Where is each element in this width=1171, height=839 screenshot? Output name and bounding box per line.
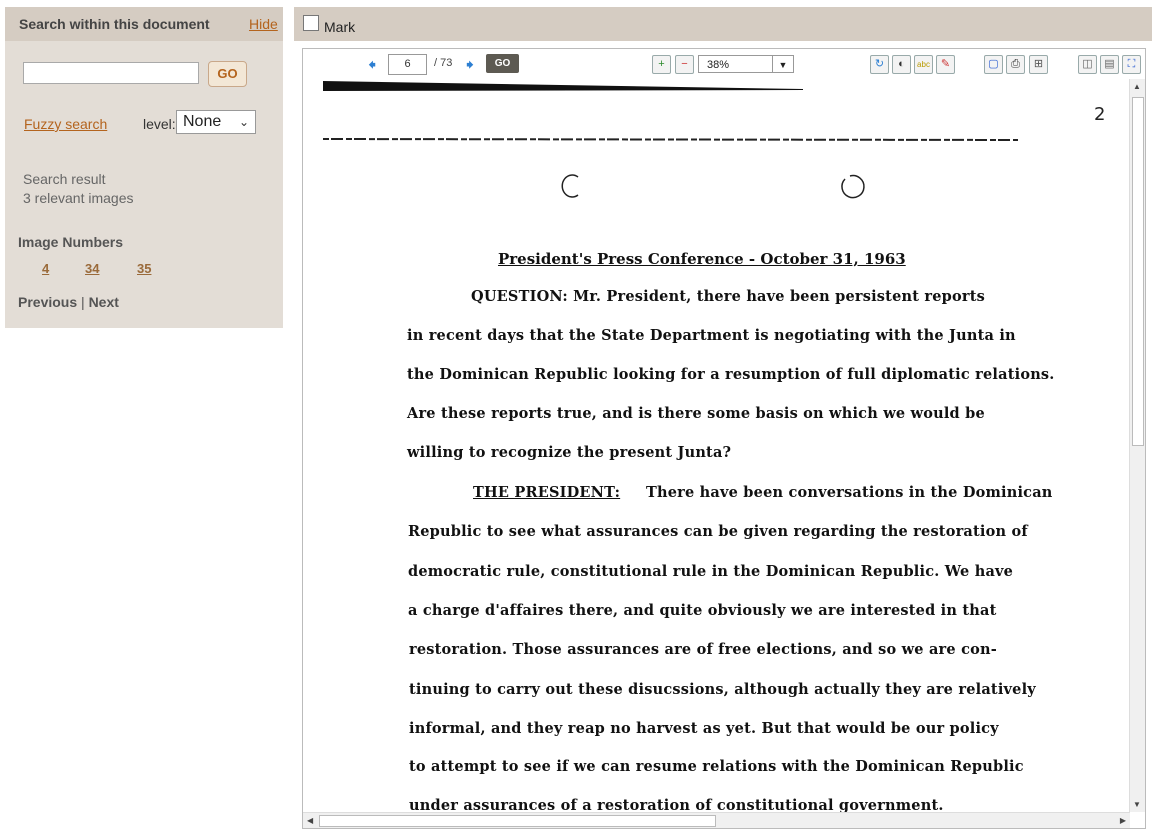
document-line: a charge d'affaires there, and quite obviously we are interested in that <box>408 602 997 619</box>
horizontal-scrollbar[interactable] <box>303 812 1130 828</box>
zoom-in-icon[interactable]: + <box>652 55 671 74</box>
mark-bar <box>294 7 1152 41</box>
document-line: willing to recognize the present Junta? <box>407 444 732 461</box>
document-line: Are these reports true, and is there some basis on which we would be <box>407 405 985 422</box>
spellcheck-icon[interactable]: abc <box>914 55 933 74</box>
chevron-down-icon: ⌄ <box>238 115 249 129</box>
punch-hole-left <box>562 175 578 197</box>
print-icon[interactable]: ⎙ <box>1006 55 1025 74</box>
level-select[interactable] <box>176 110 256 134</box>
document-viewer <box>302 48 1146 829</box>
scroll-down-icon[interactable]: ▼ <box>1133 800 1141 809</box>
search-panel-title: Search within this document <box>19 16 210 32</box>
zoom-select[interactable] <box>698 55 794 73</box>
image-number-link[interactable]: 34 <box>85 261 100 276</box>
scan-edge-bar <box>323 81 803 91</box>
zoom-value: 38% <box>707 59 730 71</box>
horizontal-scroll-thumb[interactable] <box>319 815 716 827</box>
select-area-icon[interactable]: ▢ <box>984 55 1003 74</box>
document-line: QUESTION: Mr. President, there have been persistent reports <box>471 288 985 305</box>
chevron-down-icon: ▼ <box>772 56 793 72</box>
fuzzy-search-link[interactable]: Fuzzy search <box>24 116 108 132</box>
document-line: democratic rule, constitutional rule in the Dominican Republic. We have <box>408 563 1014 580</box>
image-number-link[interactable]: 35 <box>137 261 152 276</box>
document-line: the Dominican Republic looking for a resumption of full diplomatic relations. <box>407 366 1055 383</box>
level-select-value: None <box>183 113 222 130</box>
pager-separator: | <box>81 294 85 310</box>
fullscreen-icon[interactable]: ⛶ <box>1122 55 1141 74</box>
page-go-button[interactable]: GO <box>486 54 519 73</box>
search-panel-header <box>5 7 283 41</box>
mark-checkbox[interactable] <box>303 15 319 31</box>
zoom-out-icon[interactable]: − <box>675 55 694 74</box>
level-label: level: <box>143 116 176 132</box>
document-line: There have been conversations in the Dominican <box>646 484 1053 501</box>
document-line: informal, and they reap no harvest as yet. But that would be our policy <box>409 720 999 737</box>
document-line: tinuing to carry out these disucssions, although actually they are relatively <box>409 681 1036 698</box>
document-line: in recent days that the State Department is negotiating with the Junta in <box>407 327 1016 344</box>
crop-icon[interactable]: ⊞ <box>1029 55 1048 74</box>
scan-rule-line <box>323 139 1018 140</box>
rotate-icon[interactable]: ↻ <box>870 55 889 74</box>
document-line: to attempt to see if we can resume relations with the Dominican Republic <box>409 758 1024 775</box>
previous-page-icon[interactable]: 🠸 <box>368 57 377 74</box>
vertical-scrollbar[interactable] <box>1129 79 1145 812</box>
speaker-label: THE PRESIDENT: <box>473 484 621 501</box>
scroll-right-icon[interactable]: ▶ <box>1119 816 1126 825</box>
search-go-button[interactable]: GO <box>208 61 247 87</box>
two-column-view-icon[interactable]: ◫ <box>1078 55 1097 74</box>
search-input[interactable] <box>23 62 199 84</box>
image-number-link[interactable]: 4 <box>42 261 50 276</box>
search-panel <box>5 7 283 328</box>
previous-link[interactable]: Previous <box>18 294 78 310</box>
handwritten-page-number: 2 <box>1094 104 1106 125</box>
document-line: Republic to see what assurances can be given regarding the restoration of <box>408 523 1028 540</box>
next-page-icon[interactable]: 🠺 <box>466 57 475 74</box>
punch-hole-right <box>842 176 864 198</box>
document-line: restoration. Those assurances are of free elections, and so we are con- <box>409 641 997 658</box>
search-result-label: Search result <box>23 171 106 187</box>
page-total: / 73 <box>434 57 453 69</box>
highlight-pen-icon[interactable]: ✎ <box>936 55 955 74</box>
page-number-input[interactable]: 6 <box>388 54 427 75</box>
contrast-icon[interactable]: ◐ <box>892 55 911 74</box>
scroll-left-icon[interactable]: ◀ <box>307 816 314 825</box>
image-numbers-label: Image Numbers <box>18 234 124 250</box>
mark-label: Mark <box>324 19 356 35</box>
document-page <box>303 79 1129 812</box>
fit-width-icon[interactable]: ▤ <box>1100 55 1119 74</box>
viewer-toolbar <box>303 49 1145 79</box>
next-link[interactable]: Next <box>88 294 119 310</box>
search-result-count: 3 relevant images <box>23 190 134 206</box>
vertical-scroll-thumb[interactable] <box>1132 97 1144 446</box>
result-pager <box>18 294 119 310</box>
scroll-up-icon[interactable]: ▲ <box>1133 82 1141 91</box>
document-heading: President's Press Conference - October 31, 1963 <box>498 250 906 268</box>
scan-artifacts <box>303 79 1129 219</box>
document-line: under assurances of a restoration of constitutional government. <box>409 797 944 812</box>
hide-link[interactable]: Hide <box>249 16 278 32</box>
